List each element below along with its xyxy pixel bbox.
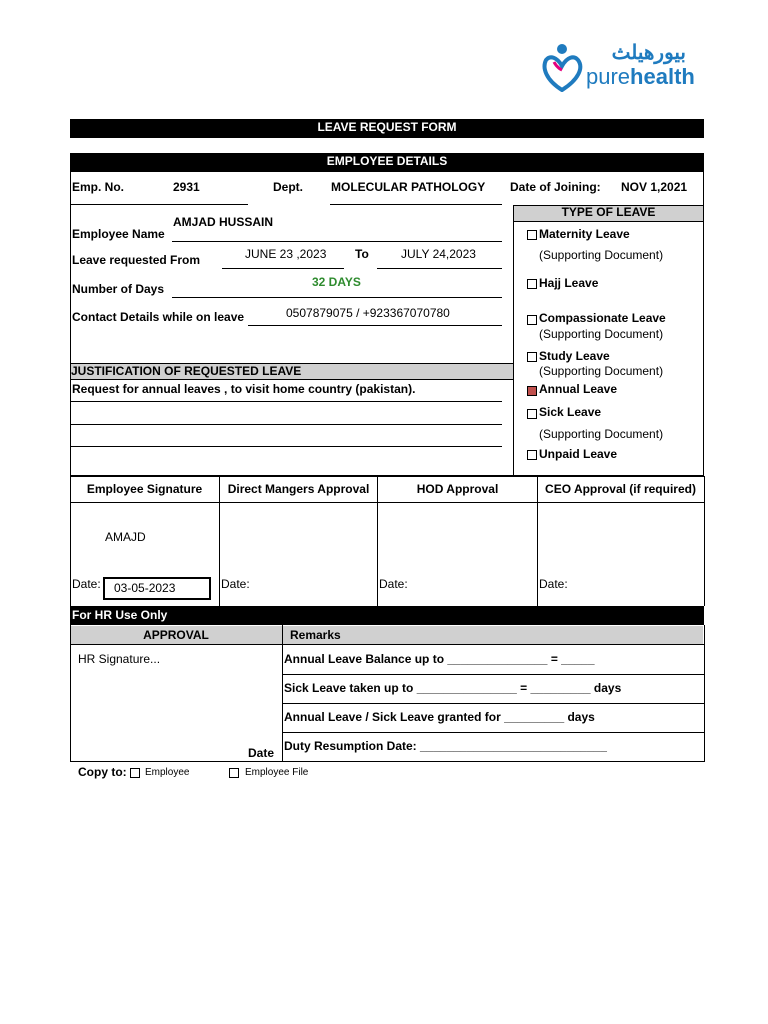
maternity-supporting-doc: (Supporting Document) bbox=[539, 248, 664, 262]
days-label: Number of Days bbox=[72, 282, 165, 296]
copy-to-label: Copy to: bbox=[78, 765, 127, 779]
emp-no-value: 2931 bbox=[173, 180, 200, 194]
doj-value: NOV 1,2021 bbox=[621, 180, 688, 194]
dept-label: Dept. bbox=[273, 180, 303, 194]
form-title: LEAVE REQUEST FORM bbox=[70, 119, 704, 138]
approval-header: APPROVAL bbox=[143, 628, 209, 642]
manager-date-label: Date: bbox=[221, 577, 250, 591]
annual-leave-balance-row: Annual Leave Balance up to _______________ = _____ bbox=[284, 652, 595, 666]
study-leave-label: Study Leave bbox=[539, 349, 610, 363]
type-of-leave-header: TYPE OF LEAVE bbox=[561, 205, 656, 219]
sick-leave-checkbox[interactable] bbox=[527, 409, 537, 419]
sick-leave-label: Sick Leave bbox=[539, 405, 602, 419]
doj-label: Date of Joining: bbox=[510, 180, 601, 194]
logo-heart-icon bbox=[540, 42, 586, 92]
leave-to-value: JULY 24,2023 bbox=[401, 247, 476, 261]
copy-employee-checkbox[interactable] bbox=[130, 768, 140, 778]
justification-text: Request for annual leaves , to visit home country (pakistan). bbox=[72, 382, 416, 396]
to-label: To bbox=[355, 247, 369, 261]
annual-leave-label: Annual Leave bbox=[539, 382, 618, 396]
employee-details-header: EMPLOYEE DETAILS bbox=[70, 153, 704, 172]
days-value: 32 DAYS bbox=[312, 275, 361, 289]
copy-employee-label: Employee bbox=[145, 767, 190, 778]
contact-value: 0507879075 / +923367070780 bbox=[286, 306, 450, 320]
dept-value: MOLECULAR PATHOLOGY bbox=[331, 180, 486, 194]
remarks-header: Remarks bbox=[290, 628, 341, 642]
copy-employee-file-checkbox[interactable] bbox=[229, 768, 239, 778]
leave-granted-row: Annual Leave / Sick Leave granted for _________ days bbox=[284, 710, 595, 724]
justification-header: JUSTIFICATION OF REQUESTED LEAVE bbox=[71, 364, 302, 378]
hod-approval-header: HOD Approval bbox=[416, 482, 499, 496]
manager-approval-header: Direct Mangers Approval bbox=[227, 482, 370, 496]
hod-date-label: Date: bbox=[379, 577, 408, 591]
hr-date-label: Date bbox=[248, 746, 275, 760]
maternity-leave-label: Maternity Leave bbox=[539, 227, 630, 241]
duty-resumption-row: Duty Resumption Date: ____________________________ bbox=[284, 739, 607, 753]
hajj-leave-checkbox[interactable] bbox=[527, 279, 537, 289]
ceo-date-label: Date: bbox=[539, 577, 568, 591]
ceo-approval-header: CEO Approval (if required) bbox=[545, 482, 696, 496]
employee-date-label: Date: bbox=[72, 577, 101, 591]
unpaid-leave-label: Unpaid Leave bbox=[539, 447, 618, 461]
compassionate-leave-checkbox[interactable] bbox=[527, 315, 537, 325]
employee-signature-value: AMAJD bbox=[105, 530, 146, 544]
study-leave-checkbox[interactable] bbox=[527, 352, 537, 362]
employee-signature-header: Employee Signature bbox=[86, 482, 203, 496]
logo-text-pure: pure bbox=[586, 64, 631, 89]
hr-header: For HR Use Only bbox=[70, 606, 704, 625]
leave-from-value: JUNE 23 ,2023 bbox=[245, 247, 327, 261]
compassionate-supporting-doc: (Supporting Document) bbox=[539, 327, 664, 341]
purehealth-logo bbox=[540, 40, 695, 95]
employee-name-label: Employee Name bbox=[72, 227, 165, 241]
unpaid-leave-checkbox[interactable] bbox=[527, 450, 537, 460]
contact-label: Contact Details while on leave bbox=[72, 310, 245, 324]
leave-from-label: Leave requested From bbox=[72, 253, 201, 267]
hr-signature-label: HR Signature... bbox=[78, 652, 161, 666]
employee-date-value: 03-05-2023 bbox=[114, 581, 176, 595]
hajj-leave-label: Hajj Leave bbox=[539, 276, 599, 290]
sick-leave-taken-row: Sick Leave taken up to _______________ = _________ days bbox=[284, 681, 622, 695]
study-supporting-doc: (Supporting Document) bbox=[539, 364, 664, 378]
annual-leave-checkbox[interactable] bbox=[527, 386, 537, 396]
maternity-leave-checkbox[interactable] bbox=[527, 230, 537, 240]
logo-arabic: بيورهيلث bbox=[611, 42, 686, 64]
employee-name-value: AMJAD HUSSAIN bbox=[173, 215, 274, 229]
copy-employee-file-label: Employee File bbox=[245, 767, 309, 778]
compassionate-leave-label: Compassionate Leave bbox=[539, 311, 666, 325]
logo-text-health: health bbox=[630, 64, 695, 89]
sick-supporting-doc: (Supporting Document) bbox=[539, 427, 664, 441]
emp-no-label: Emp. No. bbox=[72, 180, 125, 194]
